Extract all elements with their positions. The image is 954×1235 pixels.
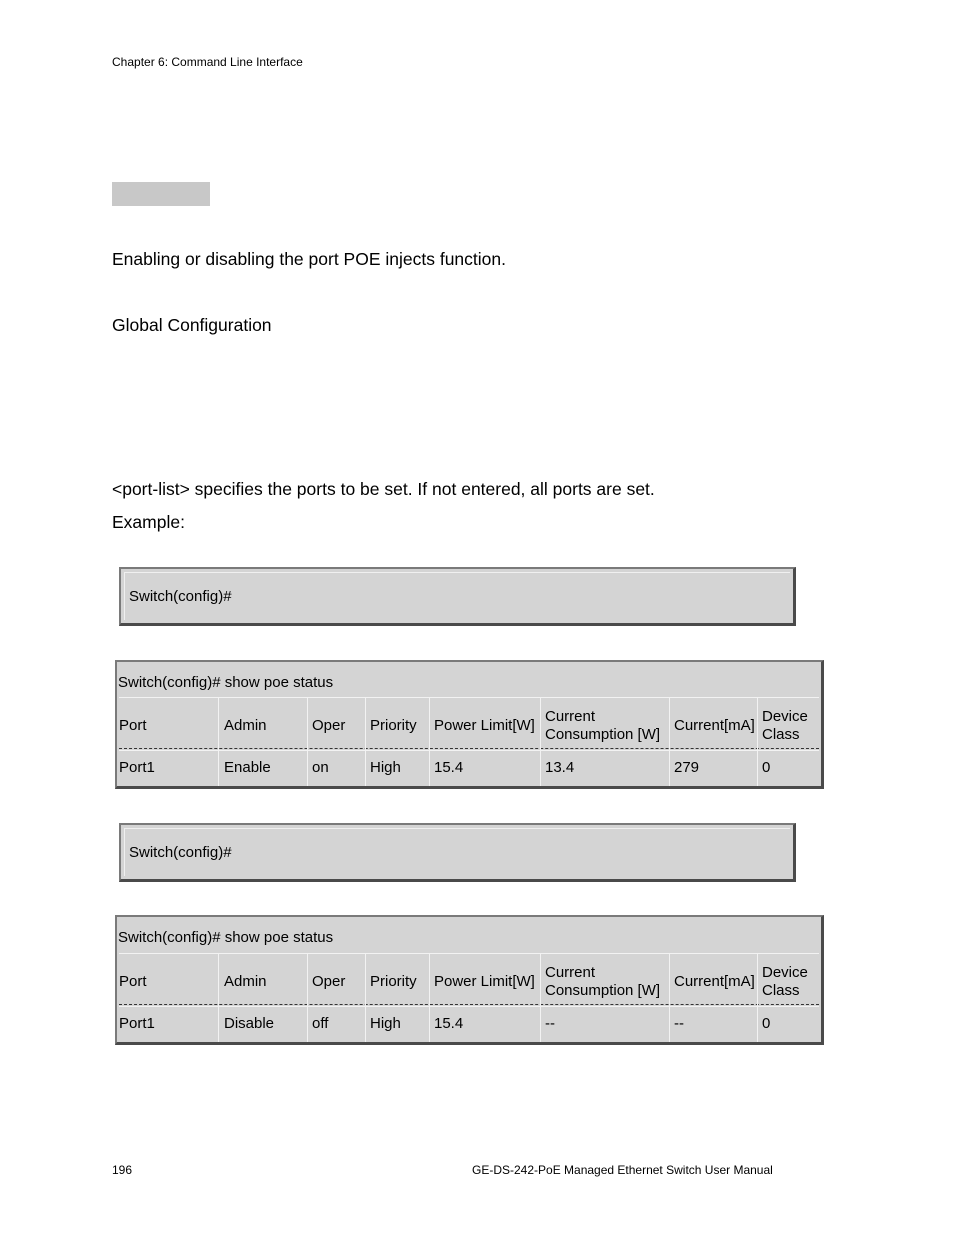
example-label: Example: [112,512,185,532]
header-admin: Admin [224,973,267,990]
header-power-limit: Power Limit[W] [434,717,535,734]
header-consumption-line2: Consumption [W] [545,726,661,743]
command-prompt: Switch(config)# [129,588,232,605]
header-device-class-line1: Device [762,708,808,725]
description-text: Enabling or disabling the port POE injects function. [112,249,506,269]
header-device-class-line1: Device [762,964,808,981]
manual-title: GE-DS-242-PoE Managed Ethernet Switch User Manual [472,1163,773,1177]
output-title: Switch(config)# show poe status [118,929,334,946]
cell-power-limit: 15.4 [434,759,464,776]
header-priority: Priority [370,973,417,990]
cell-admin: Disable [224,1015,275,1032]
header-device-class-line2: Class [762,982,800,999]
cell-oper: on [312,759,329,776]
header-priority: Priority [370,717,417,734]
command-box [119,823,796,882]
header-port: Port [119,717,147,734]
cell-current: -- [674,1015,684,1032]
cell-port: Port1 [119,759,155,776]
output-title: Switch(config)# show poe status [118,674,334,691]
header-oper: Oper [312,717,346,734]
header-current: Current[mA] [674,717,755,734]
chapter-header: Chapter 6: Command Line Interface [112,55,303,69]
header-oper: Oper [312,973,346,990]
cell-device-class: 0 [762,759,771,776]
cell-priority: High [370,1015,401,1032]
page-number: 196 [112,1163,133,1177]
header-device-class-line2: Class [762,726,800,743]
header-current: Current[mA] [674,973,755,990]
header-port: Port [119,973,147,990]
header-consumption-line2: Consumption [W] [545,982,661,999]
cell-port: Port1 [119,1015,155,1032]
header-power-limit: Power Limit[W] [434,973,535,990]
cell-device-class: 0 [762,1015,771,1032]
cell-consumption: -- [545,1015,555,1032]
command-prompt: Switch(config)# [129,844,232,861]
command-name-bar [112,182,210,206]
mode-text: Global Configuration [112,315,272,335]
cell-priority: High [370,759,401,776]
parameter-text: <port-list> specifies the ports to be set. If not entered, all ports are set. [112,479,655,499]
cell-consumption: 13.4 [545,759,575,776]
command-box [119,567,796,626]
header-admin: Admin [224,717,267,734]
cell-oper: off [312,1015,329,1032]
poe-status-output [115,915,824,1045]
header-consumption-line1: Current [545,708,596,725]
poe-status-output [115,660,824,789]
cell-power-limit: 15.4 [434,1015,464,1032]
header-consumption-line1: Current [545,964,596,981]
cell-admin: Enable [224,759,271,776]
cell-current: 279 [674,759,700,776]
